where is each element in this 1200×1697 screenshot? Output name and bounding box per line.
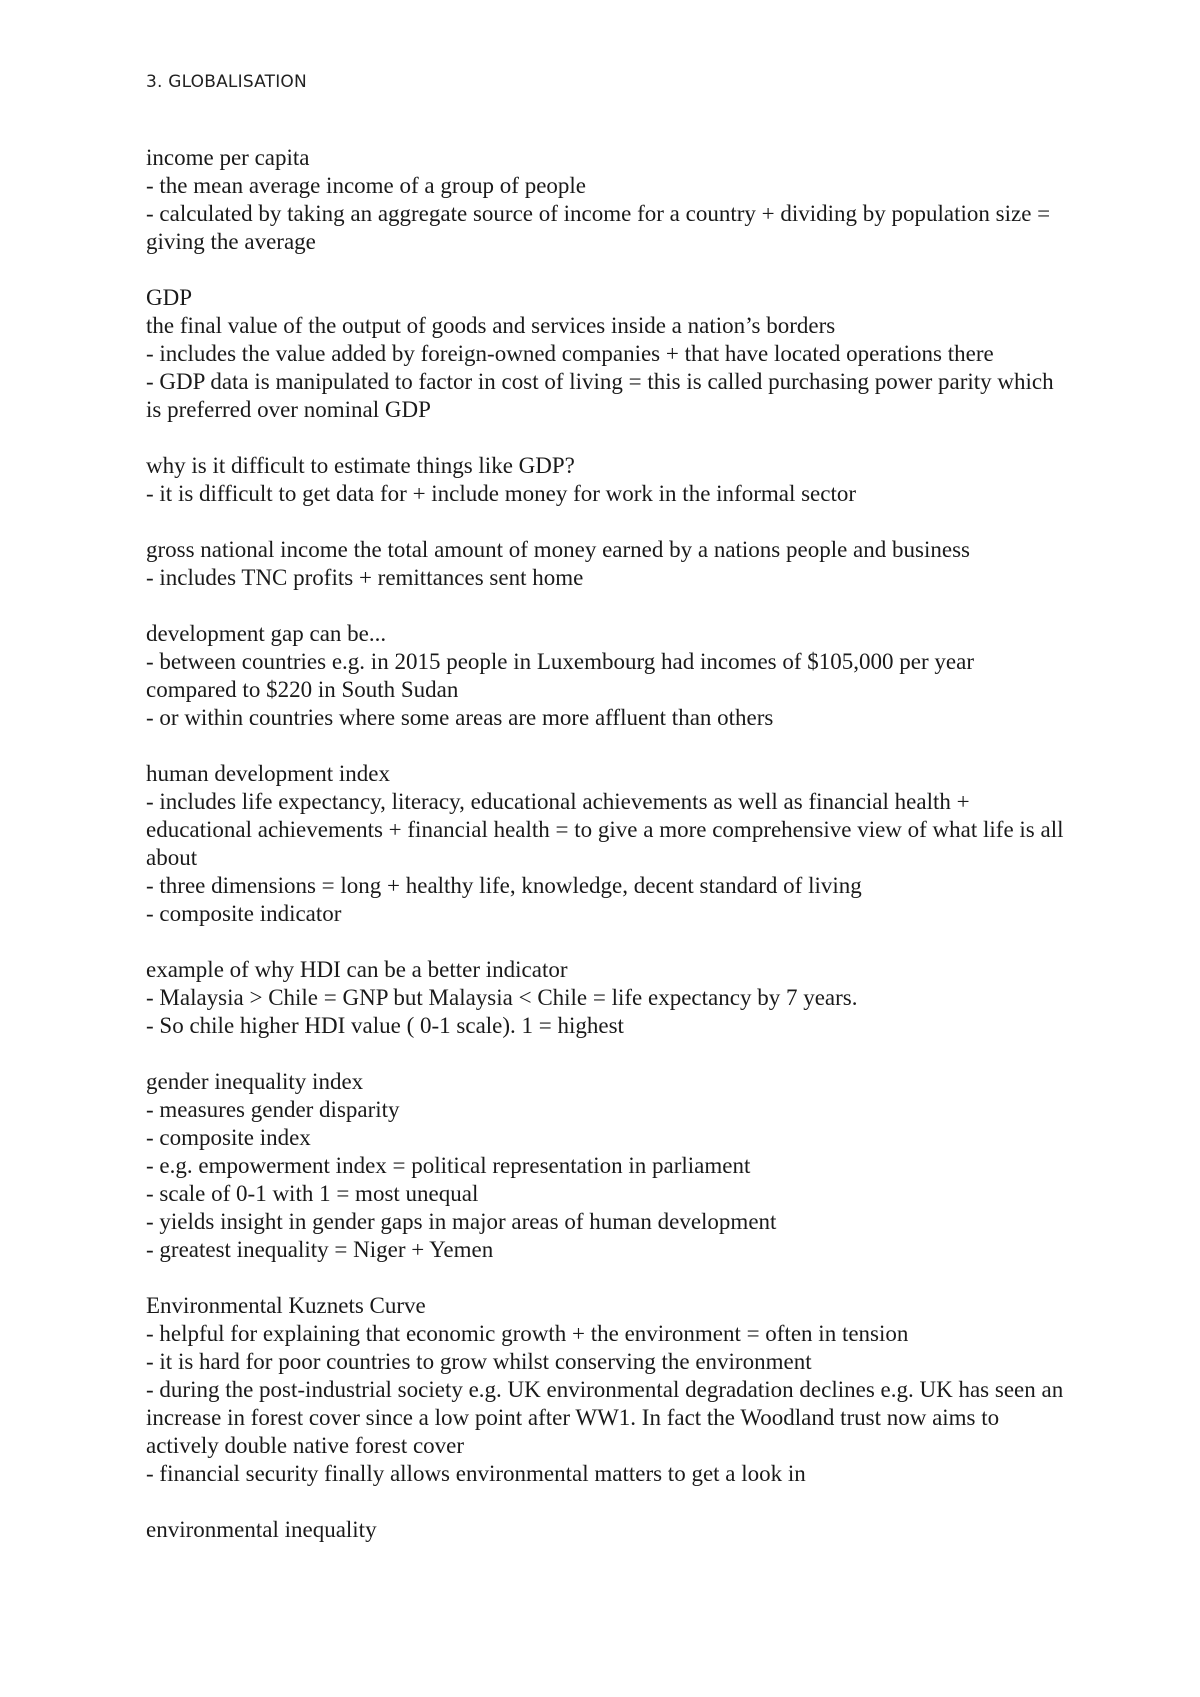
bullet-line: - calculated by taking an aggregate source of income for a country + dividing by population size = giving the average (146, 201, 1051, 254)
bullet-line: - includes life expectancy, literacy, educational achievements as well as financial health + educational achievements + financial health = to give a more comprehensive view of what life is all about (146, 789, 1064, 870)
section-gdp-difficulty (146, 452, 1066, 508)
bullet-line: - helpful for explaining that economic growth + the environment = often in tension (146, 1321, 909, 1346)
bullet-line: - financial security finally allows environmental matters to get a look in (146, 1461, 806, 1486)
bullet-line: - the mean average income of a group of people (146, 173, 586, 198)
section-heading: development gap can be... (146, 621, 387, 646)
section-heading: income per capita (146, 145, 310, 170)
bullet-line: - three dimensions = long + healthy life, knowledge, decent standard of living (146, 873, 862, 898)
bullet-line: - scale of 0-1 with 1 = most unequal (146, 1181, 479, 1206)
bullet-line: - includes TNC profits + remittances sent home (146, 565, 584, 590)
section-development-gap (146, 620, 1066, 732)
bullet-line: - greatest inequality = Niger + Yemen (146, 1237, 494, 1262)
section-heading: example of why HDI can be a better indicator (146, 957, 568, 982)
section-heading: gross national income the total amount of money earned by a nations people and business (146, 537, 970, 562)
bullet-line: - it is hard for poor countries to grow whilst conserving the environment (146, 1349, 812, 1374)
section-heading: why is it difficult to estimate things like GDP? (146, 453, 575, 478)
bullet-line: - composite indicator (146, 901, 342, 926)
bullet-line: - it is difficult to get data for + include money for work in the informal sector (146, 481, 857, 506)
bullet-line: - between countries e.g. in 2015 people in Luxembourg had incomes of $105,000 per year compared to $220 in South Sudan (146, 649, 974, 702)
section-heading: GDP (146, 285, 193, 310)
section-income-per-capita (146, 144, 1066, 256)
section-environmental-kuznets-curve (146, 1292, 1066, 1488)
bullet-line: - So chile higher HDI value ( 0-1 scale). 1 = highest (146, 1013, 624, 1038)
bullet-line: - includes the value added by foreign-owned companies + that have located operations there (146, 341, 994, 366)
bullet-line: - e.g. empowerment index = political representation in parliament (146, 1153, 751, 1178)
section-hdi-example (146, 956, 1066, 1040)
section-heading: human development index (146, 761, 390, 786)
bullet-line: - GDP data is manipulated to factor in cost of living = this is called purchasing power parity which is preferred over nominal GDP (146, 369, 1054, 422)
bullet-line: - measures gender disparity (146, 1097, 400, 1122)
section-environmental-inequality (146, 1516, 1066, 1544)
bullet-line: - during the post-industrial society e.g. UK environmental degradation declines e.g. UK has seen an increase in forest cover since a low point after WW1. In fact the Woodland trust now aims to actively double native forest cover (146, 1377, 1064, 1458)
section-human-development-index (146, 760, 1066, 928)
section-heading: gender inequality index (146, 1069, 364, 1094)
section-heading: environmental inequality (146, 1517, 377, 1542)
bullet-line: - yields insight in gender gaps in major areas of human development (146, 1209, 777, 1234)
page-header: 3. GLOBALISATION (146, 72, 307, 92)
section-gross-national-income (146, 536, 1066, 592)
bullet-line: - composite index (146, 1125, 311, 1150)
document-body (146, 144, 1066, 1572)
bullet-line: - Malaysia > Chile = GNP but Malaysia < Chile = life expectancy by 7 years. (146, 985, 858, 1010)
section-heading: Environmental Kuznets Curve (146, 1293, 426, 1318)
section-gender-inequality-index (146, 1068, 1066, 1264)
text-line: the final value of the output of goods and services inside a nation’s borders (146, 313, 836, 338)
bullet-line: - or within countries where some areas are more affluent than others (146, 705, 774, 730)
section-gdp (146, 284, 1066, 424)
